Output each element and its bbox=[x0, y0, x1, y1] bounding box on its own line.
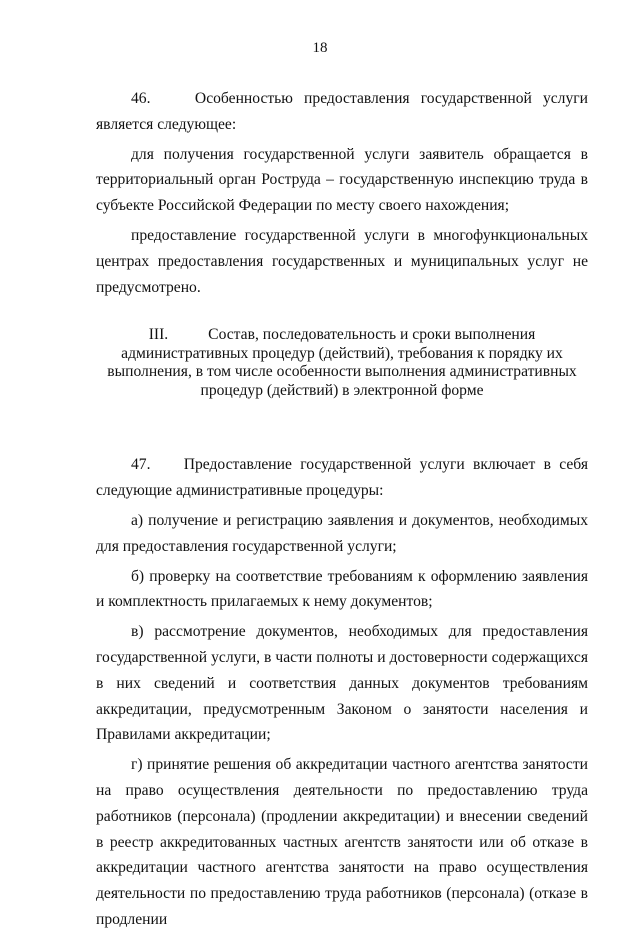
document-body bbox=[96, 86, 588, 933]
list-item-g: г) принятие решения об аккредитации частного агентства занятости на право осуществления деятельности по предоставлению труда работников (персонала) (продлении аккредитации) и внесении сведений в реестр аккредитованных частных агентств занятости или об отказе в аккредитации частного агентства занятости на право осуществления деятельности по предоставлению труда работников (персонала) (отказе в продлении bbox=[96, 756, 588, 928]
paragraph-46-lead: 46. Особенностью предоставления государственной услуги является следующее: bbox=[96, 90, 588, 133]
list-item-v: в) рассмотрение документов, необходимых для предоставления государственной услуги, в части полноты и достоверности содержащихся в них сведений и соответствия данных документов требованиям аккредитации, предусмотренным Законом о занятости населения и Правилами аккредитации; bbox=[96, 623, 588, 744]
paragraph-46-item-1: для получения государственной услуги заявитель обращается в территориальный орган Роструда – государственную инспекцию труда в субъекте Российской Федерации по месту своего нахождения; bbox=[96, 145, 588, 215]
list-item-a: а) получение и регистрацию заявления и документов, необходимых для предоставления государственной услуги; bbox=[96, 511, 588, 555]
page-number: 18 bbox=[312, 40, 328, 56]
list-item-b: б) проверку на соответствие требованиям к оформлению заявления и комплектность прилагаемых к нему документов; bbox=[96, 567, 588, 611]
paragraph-47-lead: 47. Предоставление государственной услуги включает в себя следующие административные процедуры: bbox=[96, 456, 588, 500]
paragraph-46-item-2: предоставление государственной услуги в многофункциональных центрах предоставления государственных и муниципальных услуг не предусмотрено. bbox=[96, 226, 588, 296]
section-heading bbox=[96, 326, 588, 400]
section-number: III. bbox=[148, 326, 169, 344]
section-title: Состав, последовательность и сроки выполнения административных процедур (действий), требования к порядку их выполнения, в том числе особенности выполнения административных процедур (действий) в электронной форме bbox=[107, 326, 577, 399]
